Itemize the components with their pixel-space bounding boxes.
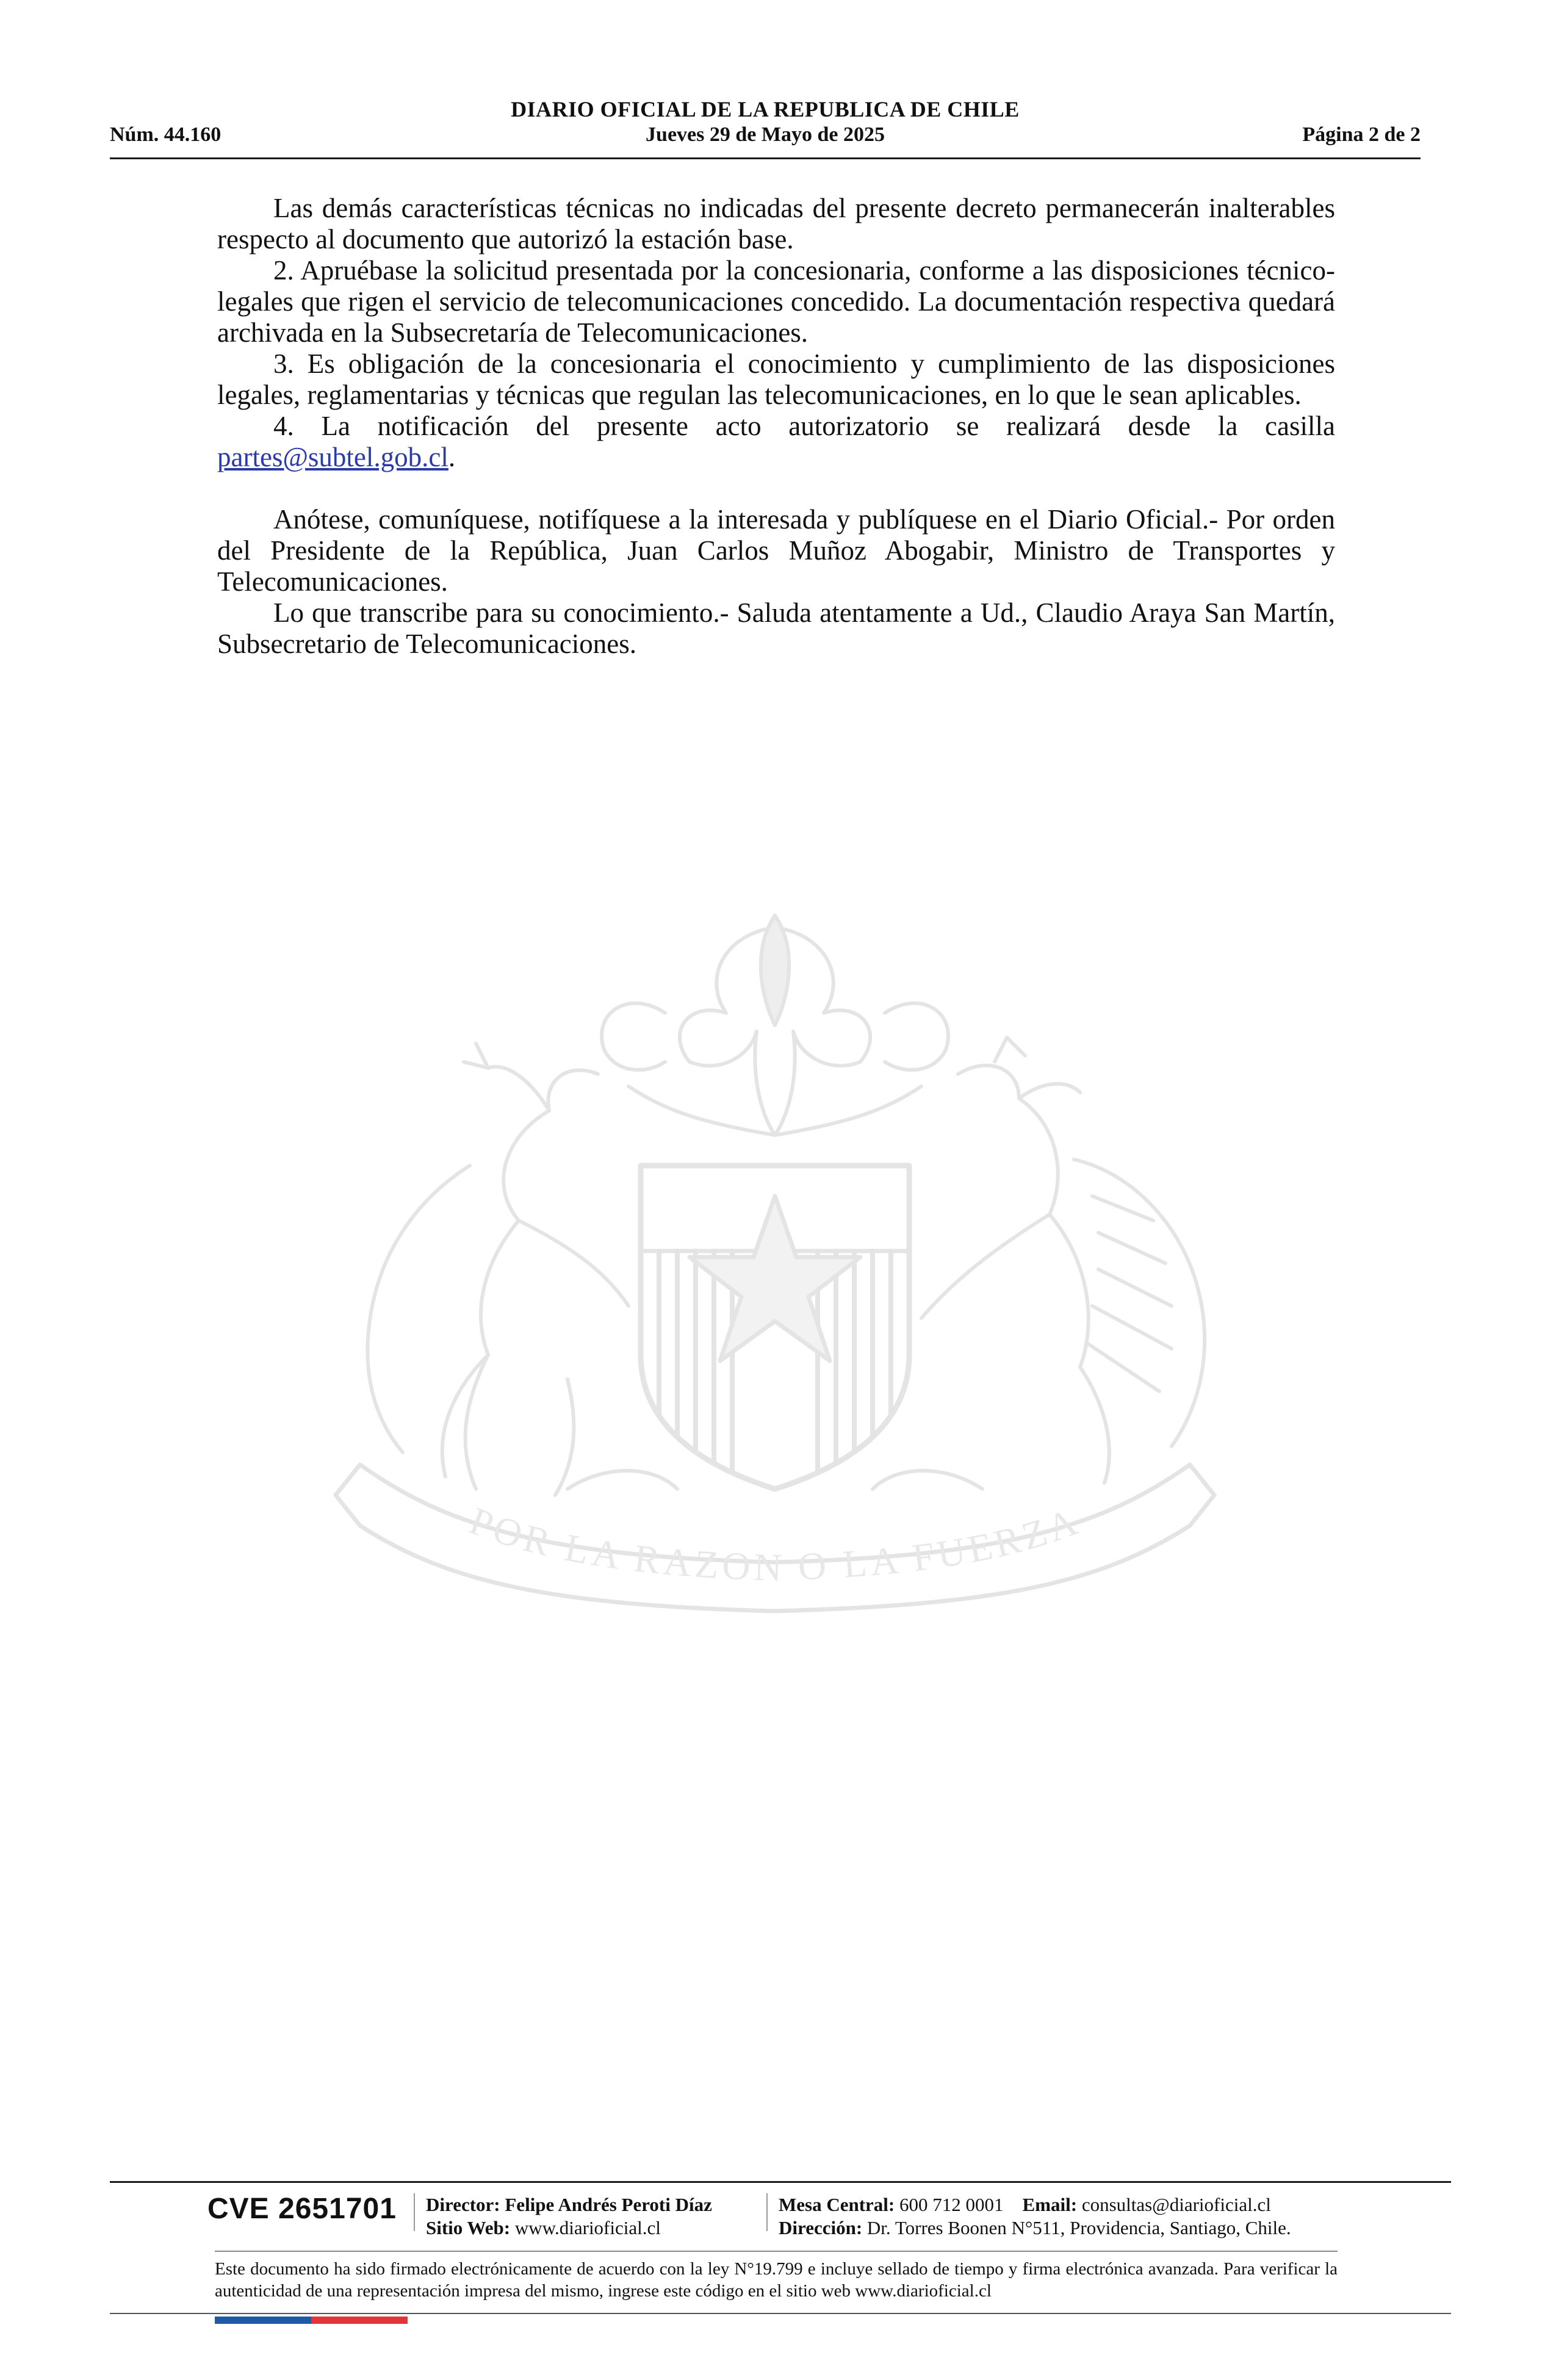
footer-divider <box>215 2251 1338 2252</box>
phone-label: Mesa Central: <box>779 2194 895 2215</box>
director-label: Director: <box>426 2194 500 2215</box>
paragraph: 2. Apruébase la solicitud presentada por la concesionaria, conforme a las disposiciones técnico-legales que rigen el servicio de telecomunicaciones concedido. La documentación respectiva quedará archivada en la Subsecretaría de Telecomunicaciones. <box>217 255 1335 348</box>
email-link[interactable]: partes@subtel.gob.cl <box>217 442 448 472</box>
email-label: Email: <box>1022 2194 1078 2215</box>
director-name: Felipe Andrés Peroti Díaz <box>505 2194 712 2215</box>
email-value[interactable]: consultas@diarioficial.cl <box>1081 2194 1271 2215</box>
footer-separator <box>766 2193 768 2231</box>
website-label: Sitio Web: <box>426 2217 511 2238</box>
cve-code: CVE 2651701 <box>207 2193 397 2225</box>
paragraph: Anótese, comuníquese, notifíquese a la interesada y publíquese en el Diario Oficial.- Por orden del Presidente de la República, Juan Carlos Muñoz Abogabir, Ministro de Transportes y Telecomunicaciones. <box>217 504 1335 597</box>
address-value: Dr. Torres Boonen N°511, Providencia, Santiago, Chile. <box>866 2217 1291 2238</box>
paragraph: Lo que transcribe para su conocimiento.- Saluda atentamente a Ud., Claudio Araya San Martín, Subsecretario de Telecomunicaciones. <box>217 597 1335 659</box>
website-link[interactable]: www.diarioficial.cl <box>514 2217 661 2238</box>
issue-number: Núm. 44.160 <box>110 123 222 146</box>
signature-notice: Este documento ha sido firmado electrónicamente de acuerdo con la ley N°19.799 e incluye sellado de tiempo y firma electrónica avanzada. Para verificar la autenticidad de una representación impresa del mismo, ingrese este código en el sitio web www.diarioficial.cl <box>215 2259 1338 2301</box>
paragraph-end: . <box>448 442 456 472</box>
paragraph <box>217 411 1335 473</box>
issue-date: Jueves 29 de Mayo de 2025 <box>646 123 885 146</box>
paragraph: 3. Es obligación de la concesionaria el conocimiento y cumplimiento de las disposiciones legales, reglamentarias y técnicas que regulan las telecomunicaciones, en lo que le sean aplicables. <box>217 348 1335 410</box>
flag-red-segment <box>311 2317 408 2324</box>
page-header <box>110 92 1421 159</box>
flag-blue-segment <box>215 2317 311 2324</box>
footer-contact-block <box>779 2193 1291 2240</box>
footer-director-block <box>426 2193 712 2240</box>
page-number: Página 2 de 2 <box>1302 123 1421 146</box>
paragraph: Las demás características técnicas no indicadas del presente decreto permanecerán inalterables respecto al documento que autorizó la estación base. <box>217 193 1335 254</box>
flag-color-bar <box>215 2317 408 2324</box>
address-label: Dirección: <box>779 2217 863 2238</box>
footer-divider <box>110 2313 1451 2314</box>
publication-title: DIARIO OFICIAL DE LA REPUBLICA DE CHILE <box>511 97 1020 121</box>
footer-separator <box>414 2193 415 2231</box>
paragraph-text: 4. La notificación del presente acto autorizatorio se realizará desde la casilla <box>273 411 1335 441</box>
coat-of-arms-icon <box>201 879 1349 1672</box>
document-body <box>217 193 1335 660</box>
phone-value: 600 712 0001 <box>899 2194 1004 2215</box>
motto-text: POR LA RAZON O LA FUERZA <box>464 1498 1086 1590</box>
footer-divider <box>110 2181 1451 2183</box>
